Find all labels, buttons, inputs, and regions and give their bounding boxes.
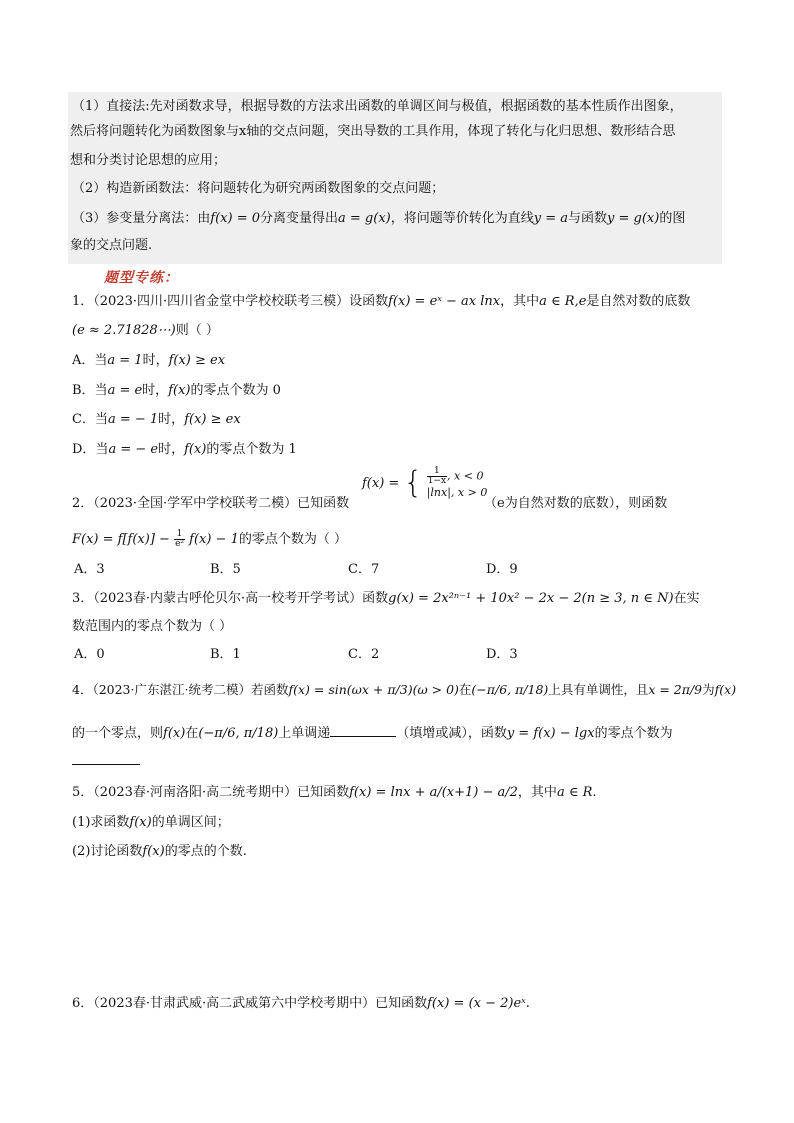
q4-stem-line-2: 的一个零点，则f(x)在(−π/6, π/18)上单调递 （填增或减），函数y = f(x) − lgx的零点个数为 [72, 722, 673, 743]
section-heading: 题型专练： [104, 270, 179, 286]
method-summary-box [68, 92, 722, 264]
q2-option-a: A．3 [74, 562, 105, 577]
q1-option-a: A．当a = 1时，f(x) ≥ ex [72, 353, 226, 368]
q1-option-c: C．当a = − 1时，f(x) ≥ ex [72, 412, 241, 427]
q2-piecewise-function: f(x) = { $\frac{1}{1-x}$ , x < 0 |lnx|, x > 0 [362, 465, 488, 501]
q1-stem-line-2: (e ≈ 2.71828⋯)则（ ） [72, 323, 219, 338]
q3-option-d: D．3 [486, 647, 518, 662]
method-line-6: 象的交点问题. [70, 238, 153, 253]
method-line-5: （3）参变量分离法：由f(x) = 0分离变量得出a = g(x)，将问题等价转化为直线y = a与函数y = g(x)的图 [72, 211, 686, 226]
q3-stem-line-2: 数范围内的零点个数为（ ） [72, 619, 233, 634]
q3-stem-line-1: 3．（2023春·内蒙古呼伦贝尔·高一校考开学考试）函数g(x) = 2x²ⁿ⁻¹ + 10x² − 2x − 2(n ≥ 3, n ∈ N)在实 [72, 591, 700, 606]
q2-stem-line-1: 2．（2023·全国·学军中学校联考二模）已知函数 [72, 496, 350, 511]
q1-stem-line-1: 1．（2023·四川·四川省金堂中学校校联考三模）设函数f(x) = eˣ − ax lnx，其中a ∈ R,e是自然对数的底数 [72, 294, 691, 309]
q2-option-c: C．7 [348, 562, 380, 577]
q1-option-b: B．当a = e时，f(x)的零点个数为 0 [72, 383, 281, 398]
q2-stem-line-2: F(x) = f[f(x)] − $\frac{1}{\text{e²}}$ f(x) − 1的零点个数为（ ） [72, 529, 347, 549]
q4-stem-line-1: 4．（2023·广东湛江·统考二模）若函数f(x) = sin(ωx + π/3)(ω > 0)在(−π/6, π/18)上具有单调性，且x = 2π/9为f(x) [72, 682, 737, 697]
q4-blank-2-row [72, 750, 140, 771]
q6-stem: 6．（2023春·甘肃武威·高二武威第六中学校考期中）已知函数f(x) = (x − 2)eˣ. [72, 996, 530, 1011]
q3-option-c: C．2 [348, 647, 380, 662]
q5-stem: 5．（2023春·河南洛阳·高二统考期中）已知函数f(x) = lnx + a/(x+1) − a/2，其中a ∈ R. [72, 785, 597, 800]
method-line-3: 想和分类讨论思想的应用； [70, 153, 227, 168]
q1-option-d: D．当a = − e时，f(x)的零点个数为 1 [72, 442, 297, 457]
q3-option-b: B．1 [210, 647, 241, 662]
q3-option-a: A．0 [74, 647, 105, 662]
q5-subquestion-2: (2)讨论函数f(x)的零点的个数. [72, 844, 247, 859]
q2-option-d: D．9 [486, 562, 518, 577]
q5-subquestion-1: (1)求函数f(x)的单调区间； [72, 815, 230, 830]
method-line-1: （1）直接法:先对函数求导，根据导数的方法求出函数的单调区间与极值，根据函数的基本性质作出图象， [72, 99, 683, 114]
method-line-4: （2）构造新函数法：将问题转化为研究两函数图象的交点问题； [72, 181, 445, 196]
q2-option-b: B．5 [210, 562, 241, 577]
method-line-2: 然后将问题转化为函数图象与x轴的交点问题，突出导数的工具作用，体现了转化与化归思想、数形结合思 [70, 124, 676, 139]
q4-blank-2[interactable] [72, 750, 140, 765]
q2-stem-line-1b: （e为自然对数的底数），则函数 [484, 496, 668, 511]
q4-blank-1[interactable] [330, 722, 396, 737]
